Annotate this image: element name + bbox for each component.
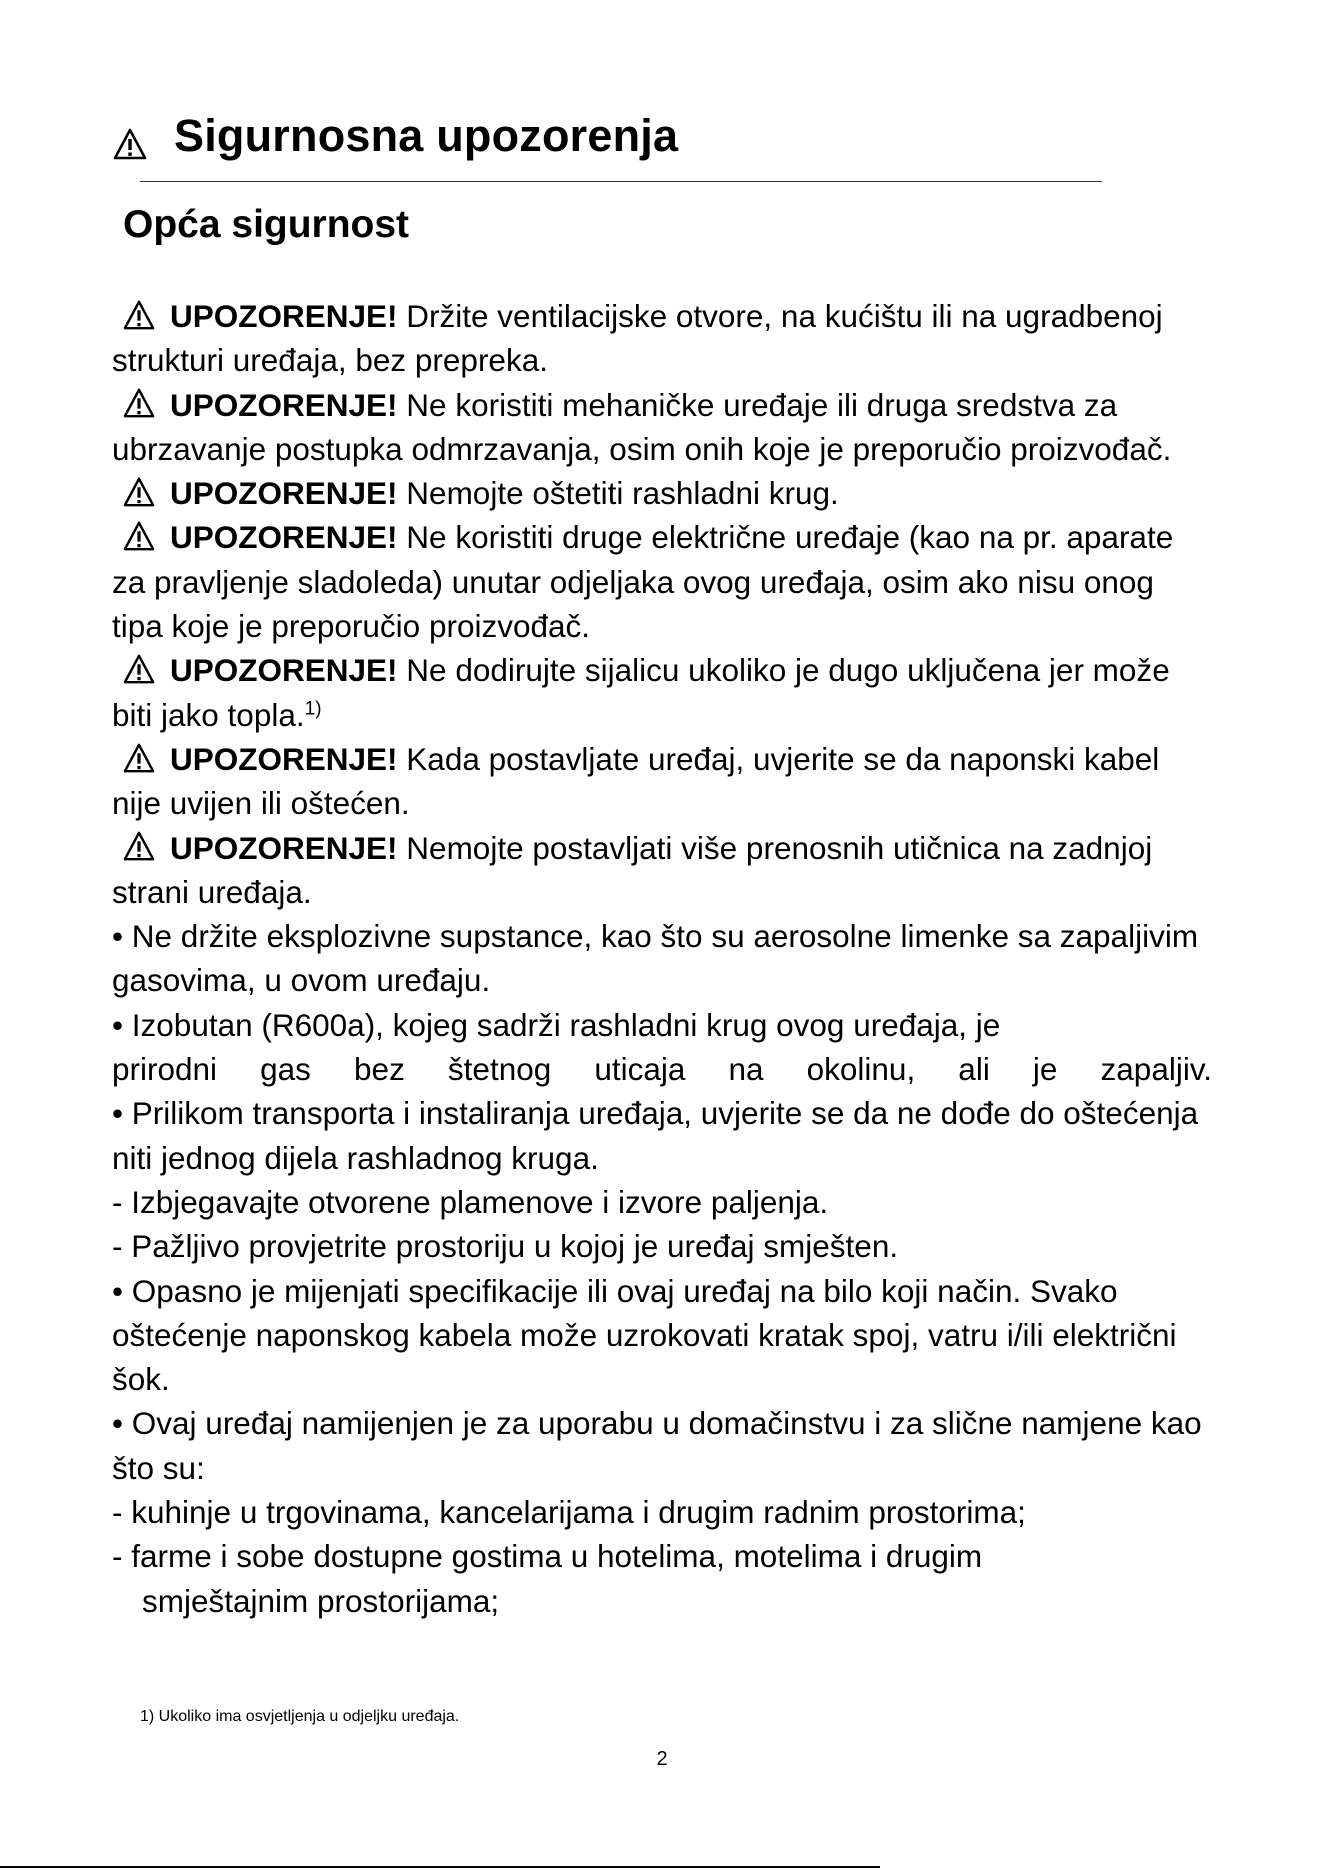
bullet-item-line: prirodni gas bez štetnog uticaja na okolinu, ali je zapaljiv. [112,1051,1212,1088]
warning-text: Kada postavljate uređaj, uvjerite se da naponski kabel nije uvijen ili oštećen. [112,740,1160,822]
warning-label: UPOZORENJE! [170,475,398,512]
warning-text: Držite ventilacijske otvore, na kućištu ili na ugradbenoj strukturi uređaja, bez prepreka. [112,298,1163,379]
title-divider [140,181,1102,182]
warning-item [112,826,1212,915]
warning-item [112,294,1212,383]
footnote: 1) Ukoliko ima osvjetljenja u odjeljku uređaja. [140,1708,460,1725]
warning-text: Nemojte oštetiti rashladni krug. [406,475,839,512]
warning-triangle-icon [122,830,156,862]
dash-item-line: smještajnim prostorijama; [142,1582,500,1619]
warning-triangle-icon [112,127,148,161]
dash-item: - Pažljivo provjetrite prostoriju u kojoj je uređaj smješten. [112,1228,899,1265]
page-header [112,100,678,172]
warning-triangle-icon [122,476,156,508]
warning-triangle-icon [122,387,156,419]
warning-label: UPOZORENJE! [170,298,398,334]
warning-label: UPOZORENJE! [170,652,398,689]
warning-text: Ne koristiti mehaničke uređaje ili druga sredstva za ubrzavanje postupka odmrzavanja, osim onih koje je preporučio proizvođač. [112,386,1172,467]
bullet-item: • Ne držite eksplozivne supstance, kao što su aerosolne limenke sa zapaljivim gasovima, u ovom uređaju. [112,918,1199,999]
warning-item [112,515,1212,648]
warning-text: Ne koristiti druge električne uređaje (kao na pr. aparate za pravljenje sladoleda) unutar odjeljaka ovog uređaja, osim ako nisu onog tipa koje je preporučio proizvođač. [112,519,1174,645]
warning-label: UPOZORENJE! [170,386,398,423]
bullet-item: • Opasno je mijenjati specifikacije ili ovaj uređaj na bilo koji način. Svako oštećenje naponskog kabela može uzrokovati kratak spoj, vatru i/ili električni šok. [112,1272,1177,1398]
dash-item: - Izbjegavajte otvorene plamenove i izvore paljenja. [112,1183,829,1220]
warning-item [112,383,1212,472]
warning-triangle-icon [122,742,156,774]
body-text [112,294,1212,1623]
bullet-item: • Prilikom transporta i instaliranja uređaja, uvjerite se da ne dođe do oštećenja niti jednog dijela rashladnog kruga. [112,1095,1199,1176]
warning-text: Nemojte postavljati više prenosnih utičnica na zadnjoj strani uređaja. [112,829,1153,910]
page-title: Sigurnosna upozorenja [174,110,679,161]
bullet-item-line: • Izobutan (R600a), kojeg sadrži rashladni krug ovog uređaja, je [112,1006,1001,1043]
dash-item: - kuhinje u trgovinama, kancelarijama i drugim radnim prostorima; [112,1494,1026,1531]
warning-label: UPOZORENJE! [170,740,398,777]
warning-item [112,737,1212,826]
warning-text: Ne dodirujte sijalicu ukoliko je dugo uključena jer može biti jako topla. [112,652,1170,733]
warning-triangle-icon [122,520,156,552]
footnote-reference: 1) [304,698,322,720]
warning-triangle-icon [122,653,156,685]
warning-item [112,648,1212,737]
section-title: Opća sigurnost [123,203,410,246]
warning-label: UPOZORENJE! [170,829,398,866]
warning-triangle-icon [122,299,156,331]
warning-item [112,471,1212,515]
dash-item-line: - farme i sobe dostupne gostima u hotelima, motelima i drugim [112,1538,983,1575]
bottom-divider [0,1866,880,1868]
page-number: 2 [656,1748,668,1770]
warning-label: UPOZORENJE! [170,519,398,556]
bullet-item: • Ovaj uređaj namijenjen je za uporabu u domačinstvu i za slične namjene kao što su: [112,1405,1202,1486]
